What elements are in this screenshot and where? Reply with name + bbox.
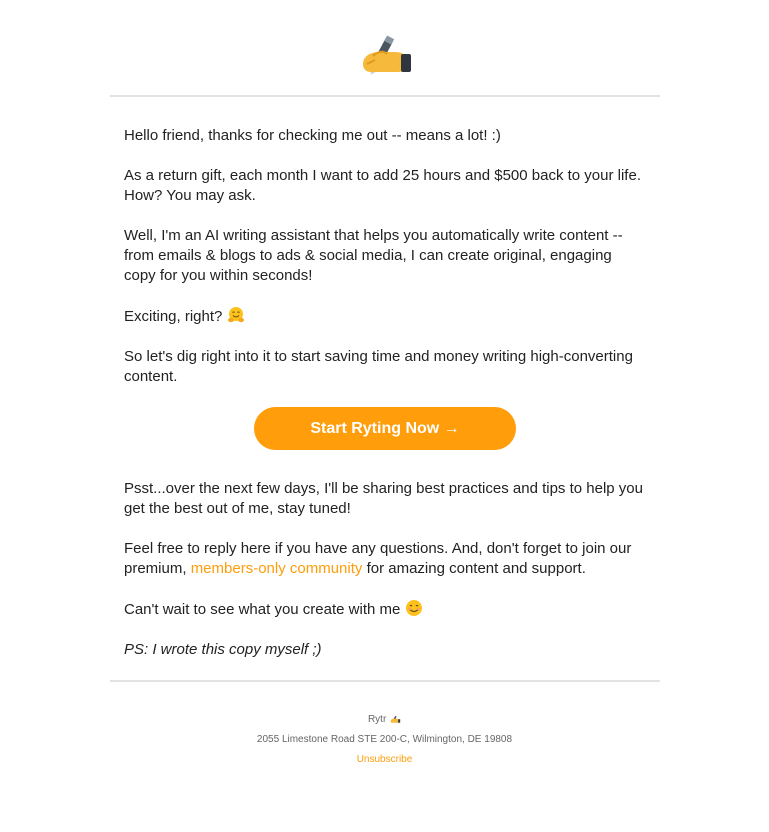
email-body bbox=[124, 126, 646, 680]
email-footer bbox=[0, 710, 769, 770]
bottom-divider bbox=[110, 680, 660, 682]
intro-paragraph: Well, I'm an AI writing assistant that helps you automatically write content -- from emails & blogs to ads & social media, I can create original, engaging copy for you within seconds! bbox=[124, 227, 623, 284]
ps-paragraph: PS: I wrote this copy myself ;) bbox=[124, 641, 322, 658]
exciting-paragraph bbox=[124, 306, 646, 327]
start-ryting-button[interactable]: Start Ryting Now → bbox=[254, 407, 516, 450]
reply-paragraph bbox=[124, 539, 646, 579]
unsubscribe-link[interactable]: Unsubscribe bbox=[356, 754, 413, 765]
footer-address: 2055 Limestone Road STE 200-C, Wilmington, DE 19808 bbox=[256, 734, 513, 745]
hugging-face-icon bbox=[227, 306, 245, 324]
cant-wait-text: Can't wait to see what you create with me bbox=[124, 601, 401, 618]
writing-hand-icon bbox=[389, 712, 401, 724]
footer-brand-name: Rytr bbox=[367, 714, 387, 725]
writing-hand-icon bbox=[355, 18, 415, 78]
dig-in-paragraph: So let's dig right into it to start saving time and money writing high-converting content. bbox=[124, 348, 633, 385]
gift-paragraph: As a return gift, each month I want to add 25 hours and $500 back to your life. How? You may ask. bbox=[124, 167, 641, 204]
cant-wait-paragraph bbox=[124, 599, 646, 620]
footer-brand bbox=[0, 710, 769, 730]
community-link[interactable]: members-only community bbox=[190, 560, 363, 577]
reply-suffix: for amazing content and support. bbox=[366, 560, 586, 577]
smiling-face-icon bbox=[405, 599, 423, 617]
psst-paragraph: Psst...over the next few days, I'll be sharing best practices and tips to help you get the best out of me, stay tuned! bbox=[124, 480, 643, 517]
exciting-text: Exciting, right? bbox=[124, 308, 223, 325]
email-header bbox=[0, 18, 769, 83]
greeting-paragraph: Hello friend, thanks for checking me out -- means a lot! :) bbox=[124, 127, 501, 144]
top-divider bbox=[110, 95, 660, 97]
cta-container bbox=[124, 407, 646, 450]
reply-prefix: Feel free to reply here if you have any questions. And, don't forget to join our premium, bbox=[124, 540, 632, 577]
